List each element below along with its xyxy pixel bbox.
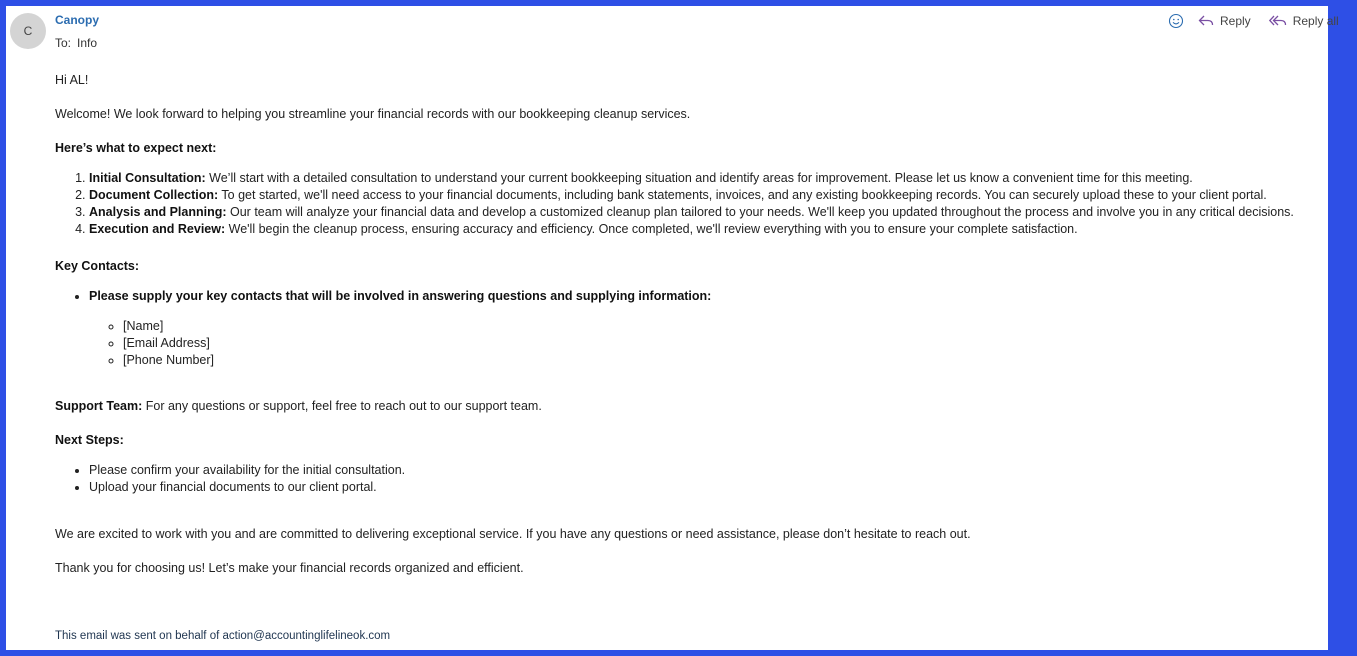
list-item: ◦ [Email Address] xyxy=(123,335,1335,352)
expect-heading-text: Here’s what to expect next: xyxy=(55,141,217,155)
key-contacts-request: • Please supply your key contacts that will be involved in answering questions and supplying information: xyxy=(89,289,712,303)
next-steps-heading xyxy=(55,432,1335,449)
list-item xyxy=(89,204,1335,221)
sent-on-behalf-footer: This email was sent on behalf of action@accountinglifelineok.com xyxy=(55,630,391,642)
reply-all-icon xyxy=(1269,14,1287,28)
reply-label: Reply xyxy=(1220,14,1251,28)
expect-heading xyxy=(55,140,1335,157)
support-text: For any questions or support, feel free to reach out to our support team. xyxy=(142,399,542,413)
contact-fields-list xyxy=(89,318,1335,369)
list-item: ◦ [Name] xyxy=(123,318,1335,335)
greeting: Hi AL! xyxy=(55,73,89,87)
smiley-icon[interactable] xyxy=(1168,13,1184,29)
reply-button[interactable] xyxy=(1198,14,1251,28)
list-item: ◦ [Phone Number] xyxy=(123,352,1335,369)
key-contacts-heading xyxy=(55,258,1335,275)
key-contacts-heading-text: Key Contacts: xyxy=(55,259,140,273)
support-label: Support Team: xyxy=(55,399,143,413)
step-title: Document Collection: xyxy=(89,188,219,202)
reply-all-button[interactable] xyxy=(1269,14,1339,28)
list-item: • Please confirm your availability for the initial consultation. xyxy=(89,462,1335,479)
list-item xyxy=(89,288,1335,369)
list-item xyxy=(89,170,1335,187)
steps-list xyxy=(55,170,1335,238)
next-steps-heading-text: Next Steps: xyxy=(55,433,124,447)
email-reading-pane xyxy=(6,6,1339,650)
key-contacts-list xyxy=(55,288,1335,369)
recipient-line xyxy=(55,36,97,50)
recipient-value[interactable]: Info xyxy=(77,36,98,50)
avatar[interactable]: C xyxy=(10,13,46,49)
message-body xyxy=(55,72,1335,577)
step-text: We’ll start with a detailed consultation to understand your current bookkeeping situation and identify areas for improvement. Please let us know a convenient time for this meeting. xyxy=(205,171,1193,185)
message-actions xyxy=(1168,13,1357,29)
support-paragraph xyxy=(55,398,1335,415)
list-item xyxy=(89,187,1335,204)
step-title: Analysis and Planning: xyxy=(89,205,227,219)
reply-all-label: Reply all xyxy=(1292,14,1339,28)
list-item: • Upload your financial documents to our client portal. xyxy=(89,479,1335,496)
reply-icon xyxy=(1198,14,1214,28)
step-text: Our team will analyze your financial data and develop a customized cleanup plan tailored to your needs. We'll keep you updated throughout the process and involve you in any critical decisions. xyxy=(226,205,1294,219)
step-title: Execution and Review: xyxy=(89,222,226,236)
thanks-paragraph: Thank you for choosing us! Let’s make your financial records organized and efficient. xyxy=(55,561,524,575)
sender-name[interactable]: Canopy xyxy=(55,13,100,27)
welcome-paragraph: Welcome! We look forward to helping you streamline your financial records with our bookkeeping cleanup services. xyxy=(55,107,691,121)
to-label: To: xyxy=(55,36,72,50)
closing-paragraph: We are excited to work with you and are committed to delivering exceptional service. If you have any questions or need assistance, please don’t hesitate to reach out. xyxy=(55,527,971,541)
step-text: We'll begin the cleanup process, ensuring accuracy and efficiency. Once completed, we'll review everything with you to ensure your complete satisfaction. xyxy=(225,222,1078,236)
step-title: Initial Consultation: xyxy=(89,171,206,185)
next-steps-list xyxy=(55,462,1335,496)
list-item xyxy=(89,221,1335,238)
step-text: To get started, we'll need access to your financial documents, including bank statements, invoices, and any existing bookkeeping records. You can securely upload these to your client portal. xyxy=(218,188,1267,202)
